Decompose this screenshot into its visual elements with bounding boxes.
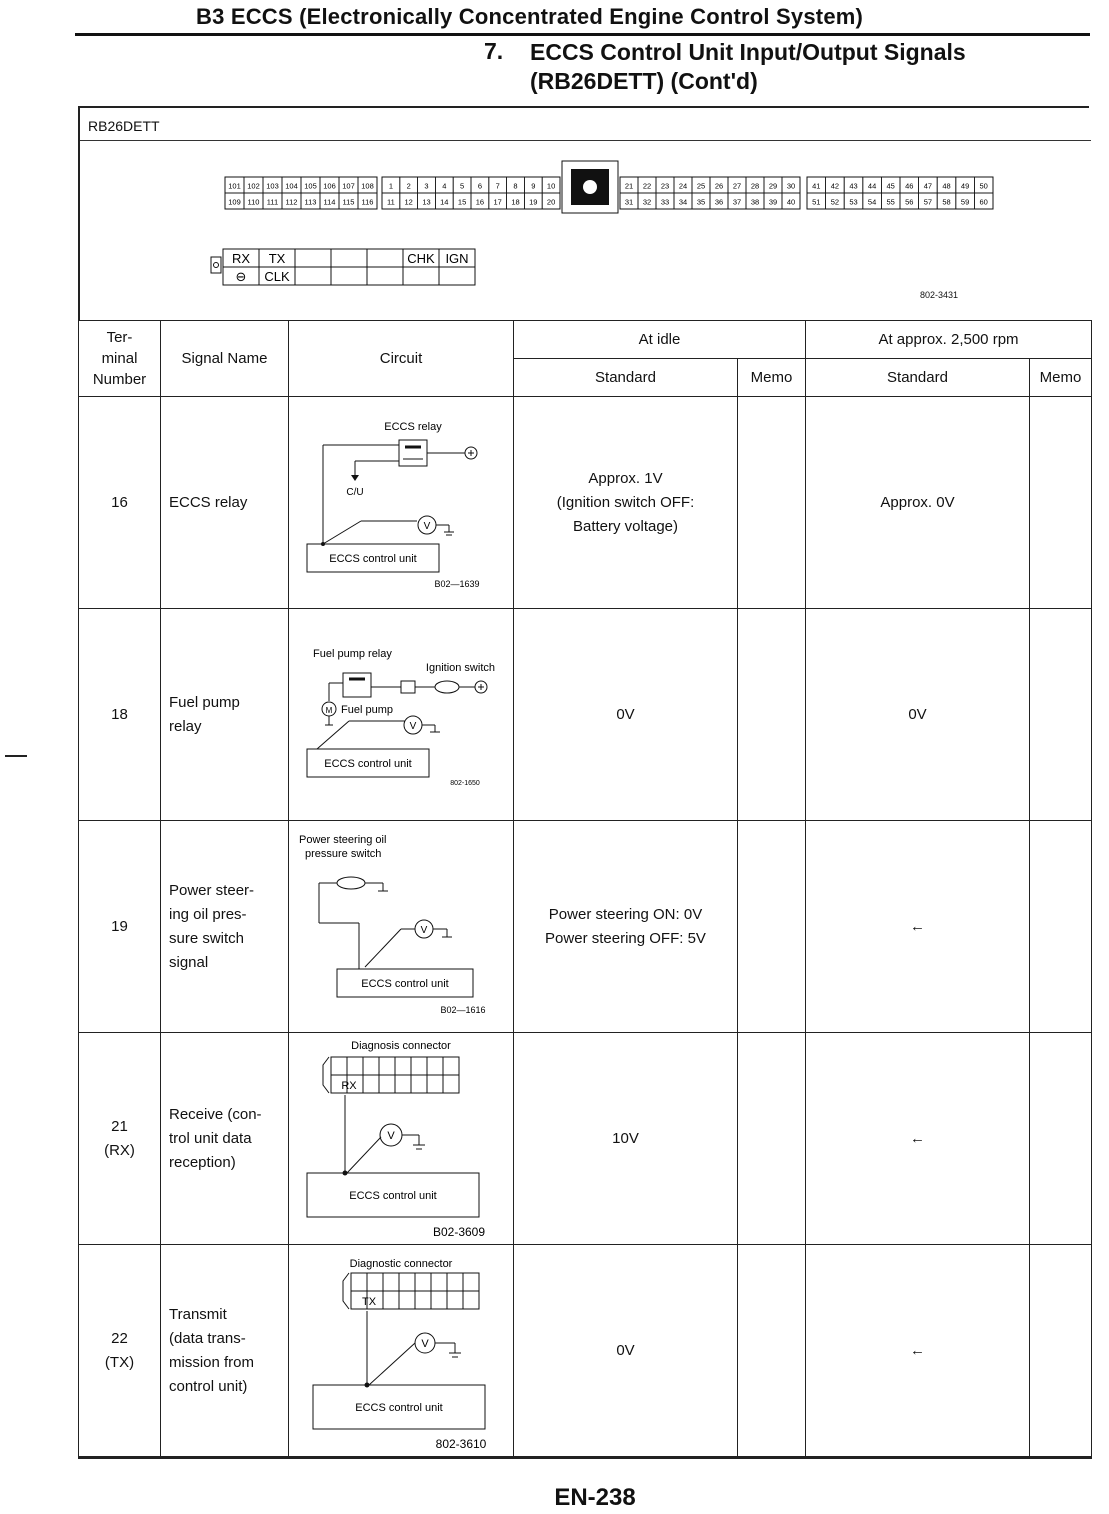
connector-pin-label: 45 (886, 181, 895, 191)
header-terminal-line: Number (92, 371, 147, 388)
connector-figure-code: 802-3431 (920, 290, 959, 300)
connector-pin-label: 9 (531, 181, 536, 191)
terminal-line: (TX) (104, 1353, 135, 1371)
header-terminal-number (79, 321, 161, 397)
signal-name (161, 609, 289, 821)
rpm-standard (806, 821, 1030, 1033)
control-unit-label: ECCS control unit (361, 978, 449, 990)
connector-diagram (80, 141, 1091, 291)
value-line: 0V (616, 705, 635, 723)
signal-line: Transmit (169, 1305, 227, 1323)
table-row (79, 1245, 1092, 1458)
control-unit-label: ECCS control unit (329, 553, 417, 565)
signal-name (161, 1245, 289, 1458)
rpm-standard (806, 1033, 1030, 1245)
signal-line: reception) (169, 1153, 236, 1171)
connector-pin-label: 112 (285, 197, 298, 207)
header-rpm-standard: Standard (806, 359, 1030, 397)
value-line: 10V (612, 1129, 639, 1147)
relay-icon (399, 440, 427, 466)
signal-line: (data trans- (169, 1329, 246, 1347)
connector-pin-label: 106 (323, 181, 336, 191)
connector-pin-label: 12 (404, 197, 413, 207)
connector-pin-label: 10 (546, 181, 556, 191)
table-row (79, 397, 1092, 609)
connector-pin-label: 1 (388, 181, 393, 191)
circuit-code: B02—1639 (434, 579, 480, 589)
pressure-switch-icon (337, 877, 365, 889)
rpm-standard (806, 609, 1030, 821)
signal-name (161, 821, 289, 1033)
connector-pin-label: 37 (732, 197, 742, 207)
connector-pin-label: 36 (714, 197, 724, 207)
circuit-code: B02—1616 (440, 1005, 486, 1015)
diag-pin (331, 249, 367, 267)
signal-line: Receive (con- (169, 1105, 262, 1123)
circuit-title: Fuel pump relay (313, 648, 392, 660)
value-line: Power steering ON: 0V (548, 905, 703, 923)
connector-pin-label: 108 (361, 181, 374, 191)
connector-pin-label: 24 (678, 181, 688, 191)
header-idle-standard: Standard (514, 359, 738, 397)
connector-pin-label: 60 (979, 197, 988, 207)
connector-pin-label: 113 (304, 197, 317, 207)
idle-standard (514, 821, 738, 1033)
connector-pin-label: 28 (750, 181, 760, 191)
value-line: Approx. 0V (880, 493, 955, 511)
subsection-number: 7. (484, 38, 504, 64)
connector-pin-label: 2 (406, 181, 411, 191)
value-line: Power steering OFF: 5V (545, 929, 706, 947)
value-line: 0V (616, 1341, 635, 1359)
connector-pin-label: 13 (422, 197, 431, 207)
diag-pin (295, 249, 331, 267)
ignition-switch-label: Ignition switch (425, 662, 495, 674)
rpm-memo (1030, 821, 1092, 1033)
connector-pin-label: 11 (387, 197, 395, 207)
header-rpm-memo: Memo (1030, 359, 1092, 397)
connector-pin-label: 46 (905, 181, 914, 191)
terminal-line: (RX) (104, 1141, 135, 1159)
connector-pin-label: 21 (624, 181, 634, 191)
signal-line: ing oil pres- (169, 905, 247, 923)
signal-name (161, 397, 289, 609)
circuit-diagram-fuel-pump-relay (289, 609, 513, 816)
rpm-memo (1030, 1245, 1092, 1458)
connector-pin-label: 58 (942, 197, 951, 207)
relay-icon (343, 673, 371, 697)
terminal-line: 21 (111, 1117, 128, 1135)
rpm-memo (1030, 1033, 1092, 1245)
circuit-cell (289, 609, 514, 821)
connector-pin-label: 52 (830, 197, 840, 207)
svg-text:V: V (409, 721, 417, 732)
connector-pin-label: 20 (546, 197, 556, 207)
circuit-code: 802-1650 (450, 780, 480, 787)
signal-line: Fuel pump (169, 693, 240, 711)
connector-pin-label: 110 (247, 197, 260, 207)
subsection-title-line1: ECCS Control Unit Input/Output Signals (530, 39, 966, 65)
connector-pin-label: 115 (342, 197, 355, 207)
fuse-icon (401, 681, 415, 693)
terminal-line: 16 (111, 493, 128, 511)
connector-pin-label: 4 (442, 181, 447, 191)
header-at-idle: At idle (514, 321, 806, 359)
rpm-memo (1030, 609, 1092, 821)
margin-mark (5, 755, 27, 757)
connector-pin-label: 40 (786, 197, 796, 207)
connector-pin-label: 55 (886, 197, 895, 207)
signal-name (161, 1033, 289, 1245)
svg-text:V: V (423, 521, 431, 532)
header-idle-memo: Memo (738, 359, 806, 397)
connector-pin-label: 31 (624, 197, 634, 207)
signal-line: signal (169, 953, 209, 971)
value-line: (Ignition switch OFF: (556, 493, 695, 511)
connector-pin-label: 51 (812, 197, 821, 207)
circuit-title: Power steering oil (299, 834, 387, 846)
connector-pin-label: 16 (475, 197, 485, 207)
idle-standard (514, 397, 738, 609)
idle-memo (738, 397, 806, 609)
connector-pin-label: 109 (228, 197, 241, 207)
connector-pin-label: 44 (867, 181, 877, 191)
connector-pin-label: 6 (477, 181, 482, 191)
signal-line: control unit) (169, 1377, 248, 1395)
connector-pin-label: 33 (660, 197, 670, 207)
circuit-diagram-power-steering (289, 821, 513, 1028)
terminal-number (79, 821, 161, 1033)
rpm-standard (806, 397, 1030, 609)
connector-pin-label: 26 (714, 181, 724, 191)
terminal-line: 18 (111, 705, 128, 723)
table-row (79, 609, 1092, 821)
table-row (79, 1033, 1092, 1245)
diag-pin (367, 249, 403, 267)
rpm-memo (1030, 397, 1092, 609)
idle-memo (738, 1033, 806, 1245)
connector-pin-label: 101 (228, 181, 241, 191)
circuit-title: pressure switch (305, 848, 382, 860)
signal-line: relay (169, 717, 202, 735)
connector-pin-label: 5 (460, 181, 465, 191)
connector-pin-label: 47 (923, 181, 933, 191)
connector-pin-label: 35 (696, 197, 706, 207)
fuel-pump-label: Fuel pump (341, 704, 393, 716)
connector-panel (78, 106, 1089, 320)
circuit-cell (289, 1033, 514, 1245)
diagnosis-connector (211, 249, 475, 285)
circuit-title: Diagnostic connector (349, 1258, 453, 1270)
connector-pin-label: 39 (768, 197, 778, 207)
diag-pin (331, 267, 367, 285)
ignition-switch-icon (435, 681, 459, 693)
signal-line: Power steer- (169, 881, 255, 899)
rpm-standard (806, 1245, 1030, 1458)
connector-pin-label: 59 (960, 197, 970, 207)
signal-table (78, 320, 1092, 1459)
connector-pin-label: 48 (942, 181, 951, 191)
connector-pin-label: 32 (642, 197, 652, 207)
circuit-code: 802-3610 (435, 1437, 487, 1451)
diag-pin (439, 267, 475, 285)
subsection-title (530, 38, 966, 96)
control-unit-label: ECCS control unit (349, 1190, 437, 1202)
connector-pin-label: 27 (732, 181, 742, 191)
terminal-number (79, 609, 161, 821)
connector-pin-label: 22 (642, 181, 652, 191)
terminal-line: 19 (111, 917, 128, 935)
idle-standard (514, 1033, 738, 1245)
header-at-2500-rpm: At approx. 2,500 rpm (806, 321, 1092, 359)
diag-pin (295, 267, 331, 285)
same-as-idle-arrow: ← (910, 1129, 925, 1147)
diag-pin (367, 267, 403, 285)
connector-pin-label: 102 (247, 181, 260, 191)
connector-pin-label: 25 (696, 181, 706, 191)
connector-pin-label: 34 (678, 197, 688, 207)
circuit-title: ECCS relay (384, 421, 442, 433)
control-unit-label: ECCS control unit (355, 1402, 443, 1414)
connector-pin-label: 15 (457, 197, 467, 207)
svg-text:V: V (421, 1338, 429, 1350)
section-title: B3 ECCS (Electronically Concentrated Engine Control System) (196, 4, 864, 29)
connector-pin-label: 111 (266, 197, 279, 207)
connector-pin-label: 54 (867, 197, 877, 207)
diag-pin-label: CLK (264, 269, 290, 284)
idle-memo (738, 609, 806, 821)
connector-pin-label: 38 (750, 197, 760, 207)
connector-pin-label: 23 (660, 181, 670, 191)
connector-pin-label: 17 (493, 197, 502, 207)
connector-pin-label: 30 (786, 181, 796, 191)
connector-pin-label: 104 (285, 181, 298, 191)
idle-memo (738, 821, 806, 1033)
idle-standard (514, 1245, 738, 1458)
connector-lock-hole (583, 180, 597, 194)
diag-pin-label: TX (268, 251, 286, 266)
connector-pin-label: 57 (923, 197, 933, 207)
value-line: 0V (908, 705, 927, 723)
connector-pin-label: 50 (979, 181, 988, 191)
svg-text:V: V (420, 925, 428, 936)
svg-text:V: V (387, 1130, 395, 1142)
connector-pin-label: 105 (304, 181, 317, 191)
subsection-title-line2: (RB26DETT) (Cont'd) (530, 68, 758, 94)
rx-pin-label: RX (341, 1080, 357, 1092)
connector-pin-label: 8 (513, 181, 518, 191)
terminal-line: 22 (111, 1329, 128, 1347)
circuit-cell (289, 1245, 514, 1458)
same-as-idle-arrow: ← (910, 917, 925, 935)
table-row (79, 821, 1092, 1033)
connector-pin-label: 116 (361, 197, 374, 207)
idle-standard (514, 609, 738, 821)
signal-line: mission from (169, 1353, 255, 1371)
circuit-cell (289, 821, 514, 1033)
connector-pin-label: 14 (440, 197, 449, 207)
diag-pin-label: RX (231, 251, 251, 266)
signal-line: trol unit data (169, 1129, 252, 1147)
connector-pin-label: 41 (812, 181, 821, 191)
connector-pin-label: 49 (960, 181, 970, 191)
connector-pin-label: 107 (342, 181, 355, 191)
diag-pin-label: IGN (445, 251, 469, 266)
title-rule (75, 33, 1090, 36)
value-line: Approx. 1V (588, 469, 663, 487)
control-unit-label: ECCS control unit (324, 758, 412, 770)
terminal-number (79, 397, 161, 609)
terminal-number (79, 1245, 161, 1458)
diag-pin-label: CHK (407, 251, 435, 266)
connector-pin-label: 53 (849, 197, 858, 207)
connector-pin-label: 103 (266, 181, 279, 191)
header-signal-name: Signal Name (161, 321, 289, 397)
diag-pin-label: ⊖ (235, 269, 247, 284)
connector-pin-label: 114 (323, 197, 336, 207)
same-as-idle-arrow: ← (910, 1341, 925, 1359)
connector-pin-label: 19 (529, 197, 538, 207)
connector-pin-label: 43 (849, 181, 858, 191)
connector-pin-label: 42 (830, 181, 840, 191)
terminal-number (79, 1033, 161, 1245)
circuit-diagram-rx (289, 1033, 513, 1240)
connector-pin-label: 3 (424, 181, 429, 191)
circuit-cell (289, 397, 514, 609)
connector-pin-label: 29 (768, 181, 778, 191)
header-terminal-line: Ter- (106, 329, 133, 346)
circuit-code: B02-3609 (432, 1225, 486, 1239)
svg-text:M: M (325, 706, 333, 715)
cu-label: C/U (346, 487, 364, 498)
connector-pin-label: 18 (511, 197, 520, 207)
engine-label: RB26DETT (88, 118, 160, 134)
diag-pin (403, 267, 439, 285)
connector-pin-label: 7 (495, 181, 500, 191)
idle-memo (738, 1245, 806, 1458)
header-terminal-line: minal (101, 350, 138, 367)
circuit-diagram-tx (289, 1245, 513, 1452)
page-number: EN-238 (554, 1484, 636, 1511)
signal-line: sure switch (169, 929, 245, 947)
signal-line: ECCS relay (169, 493, 248, 511)
circuit-title: Diagnosis connector (351, 1040, 451, 1052)
tx-pin-label: TX (361, 1296, 377, 1308)
header-circuit: Circuit (289, 321, 514, 397)
connector-pin-label: 56 (905, 197, 914, 207)
circuit-diagram-eccs-relay (289, 397, 513, 604)
value-line: Battery voltage) (572, 517, 679, 535)
